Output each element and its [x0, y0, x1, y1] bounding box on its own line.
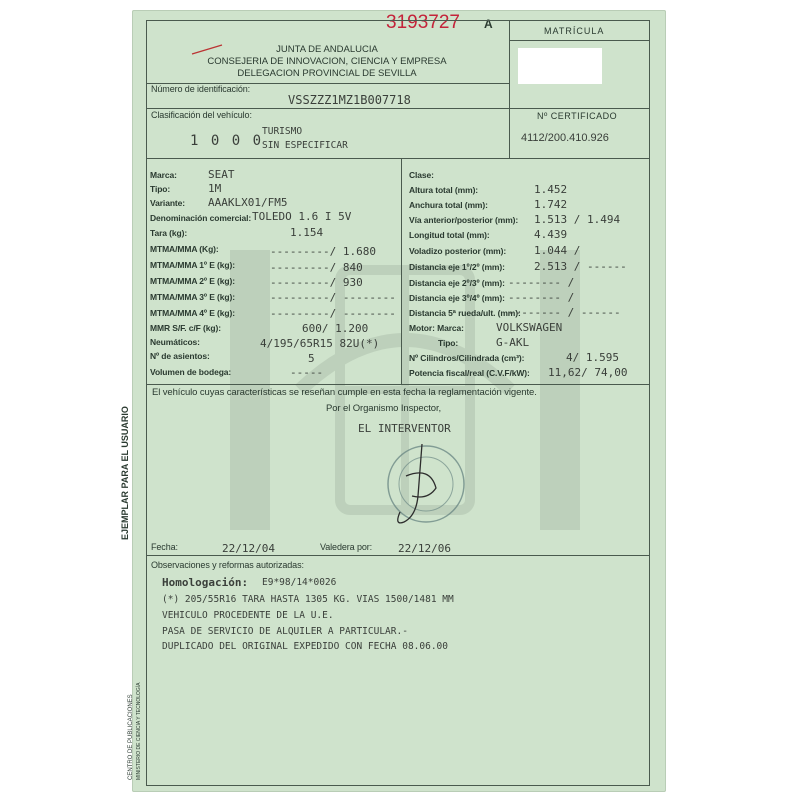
identificacion-label: Número de identificación: [151, 84, 251, 94]
clase-label: Clase: [409, 170, 434, 180]
side-footer-1: CENTRO DE PUBLICACIONES [128, 694, 134, 780]
observacion-line4: DUPLICADO DEL ORIGINAL EXPEDIDO CON FECHA 08.06.00 [162, 641, 448, 652]
distancia-5r-value: -------- / ------ [508, 306, 621, 319]
voladizo-value: 1.044 / [534, 244, 581, 257]
identificacion-value: VSSZZZ1MZ1B007718 [288, 93, 411, 107]
issuer-line1: JUNTA DE ANDALUCIA [276, 44, 378, 55]
distancia-5r-label: Distancia 5ª rueda/ult. (mm): [409, 308, 521, 318]
official-stamp [378, 436, 474, 532]
valedera-label: Valedera por: [320, 542, 373, 552]
issuer-header [146, 44, 508, 80]
neumaticos-label: Neumáticos: [150, 337, 200, 347]
variante-label: Variante: [150, 198, 186, 208]
distancia-34-value: -------- / [508, 291, 575, 304]
observacion-line3: PASA DE SERVICIO DE ALQUILER A PARTICULAR.- [162, 626, 408, 637]
side-label-usuario: EJEMPLAR PARA EL USUARIO [120, 406, 130, 540]
mtma-4e-label: MTMA/MMA 4º E (kg): [150, 308, 235, 318]
mtma-label: MTMA/MMA (Kg): [150, 244, 219, 254]
mtma-value: ---------/ 1.680 [270, 245, 376, 258]
distancia-34-label: Distancia eje 3º/4º (mm): [409, 293, 505, 303]
distancia-12-value: 2.513 / ------ [534, 260, 627, 273]
distancia-12-label: Distancia eje 1º/2º (mm): [409, 262, 505, 272]
certificado-value: 4112/200.410.926 [521, 132, 609, 144]
fecha-value: 22/12/04 [222, 542, 275, 555]
bodega-value: ----- [290, 366, 324, 379]
neumaticos-value: 4/195/65R15 82U(*) [260, 337, 380, 350]
motor-marca-label: Motor: Marca: [409, 323, 464, 333]
clasificacion-text1: TURISMO [262, 126, 303, 137]
matricula-label: MATRÍCULA [544, 26, 605, 36]
certificado-label: Nº CERTIFICADO [537, 111, 618, 121]
mtma-2e-value: ---------/ 930 [270, 276, 363, 289]
mtma-1e-label: MTMA/MMA 1º E (kg): [150, 260, 235, 270]
tara-label: Tara (kg): [150, 228, 188, 238]
clasificacion-label: Clasificación del vehículo: [151, 110, 252, 120]
side-footer-2: MINISTERIO DE CIENCIA Y TECNOLOGÍA [136, 682, 142, 780]
motor-tipo-label: Tipo: [438, 338, 459, 348]
motor-marca-value: VOLKSWAGEN [496, 321, 563, 334]
mtma-3e-label: MTMA/MMA 3º E (kg): [150, 292, 235, 302]
matricula-redacted [518, 48, 602, 84]
voladizo-label: Voladizo posterior (mm): [409, 246, 507, 256]
potencia-value: 11,62/ 74,00 [548, 366, 628, 379]
denominacion-label: Denominación comercial: [150, 213, 252, 223]
cilindros-label: Nº Cilindros/Cilindrada (cm³): [409, 353, 525, 363]
interventor-text: EL INTERVENTOR [358, 422, 451, 435]
homologacion-label: Homologación: [162, 576, 249, 589]
valedera-value: 22/12/06 [398, 542, 451, 555]
tara-value: 1.154 [290, 226, 324, 239]
homologacion-value: E9*98/14*0026 [262, 577, 337, 588]
altura-label: Altura total (mm): [409, 185, 479, 195]
altura-value: 1.452 [534, 183, 568, 196]
mtma-1e-value: ---------/ 840 [270, 261, 363, 274]
longitud-label: Longitud total (mm): [409, 230, 490, 240]
marca-label: Marca: [150, 170, 177, 180]
mtma-3e-value: ---------/ -------- [270, 291, 396, 304]
serial-number: 3193727 [386, 12, 460, 33]
motor-tipo-value: G-AKL [496, 336, 530, 349]
asientos-value: 5 [308, 352, 315, 365]
organismo-text: Por el Organismo Inspector, [326, 403, 442, 414]
via-value: 1.513 / 1.494 [534, 213, 621, 226]
bodega-label: Volumen de bodega: [150, 367, 232, 377]
mmr-value: 600/ 1.200 [302, 322, 369, 335]
observacion-line2: VEHICULO PROCEDENTE DE LA U.E. [162, 610, 334, 621]
observaciones-label: Observaciones y reformas autorizadas: [151, 560, 304, 570]
variante-value: AAAKLX01/FM5 [208, 196, 288, 209]
fecha-label: Fecha: [151, 542, 178, 552]
clasificacion-code: 1 0 0 0 [190, 133, 264, 149]
mtma-4e-value: ---------/ -------- [270, 307, 396, 320]
distancia-23-value: -------- / [508, 276, 575, 289]
serial-letter: A [484, 17, 493, 31]
marca-value: SEAT [208, 168, 235, 181]
distancia-23-label: Distancia eje 2º/3º (mm): [409, 278, 505, 288]
declaration-text: El vehículo cuyas características se reseñan cumple en esta fecha la reglamentación vigente. [152, 387, 537, 398]
tipo-value: 1M [208, 182, 222, 195]
potencia-label: Potencia fiscal/real (C.V.F/kW): [409, 368, 530, 378]
mmr-label: MMR S/F. c/F (kg): [150, 323, 221, 333]
observacion-line1: (*) 205/55R16 TARA HASTA 1305 KG. VIAS 1500/1481 MM [162, 594, 454, 605]
via-label: Vía anterior/posterior (mm): [409, 215, 519, 225]
mtma-2e-label: MTMA/MMA 2º E (kg): [150, 276, 235, 286]
anchura-label: Anchura total (mm): [409, 200, 488, 210]
denominacion-value: TOLEDO 1.6 I 5V [252, 210, 352, 223]
asientos-label: Nº de asientos: [150, 351, 210, 361]
longitud-value: 4.439 [534, 228, 568, 241]
cilindros-value: 4/ 1.595 [566, 351, 619, 364]
anchura-value: 1.742 [534, 198, 568, 211]
issuer-line3: DELEGACION PROVINCIAL DE SEVILLA [237, 68, 417, 79]
tipo-label: Tipo: [150, 184, 171, 194]
clasificacion-text2: SIN ESPECIFICAR [262, 140, 348, 151]
issuer-line2: CONSEJERIA DE INNOVACION, CIENCIA Y EMPRESA [207, 56, 447, 67]
